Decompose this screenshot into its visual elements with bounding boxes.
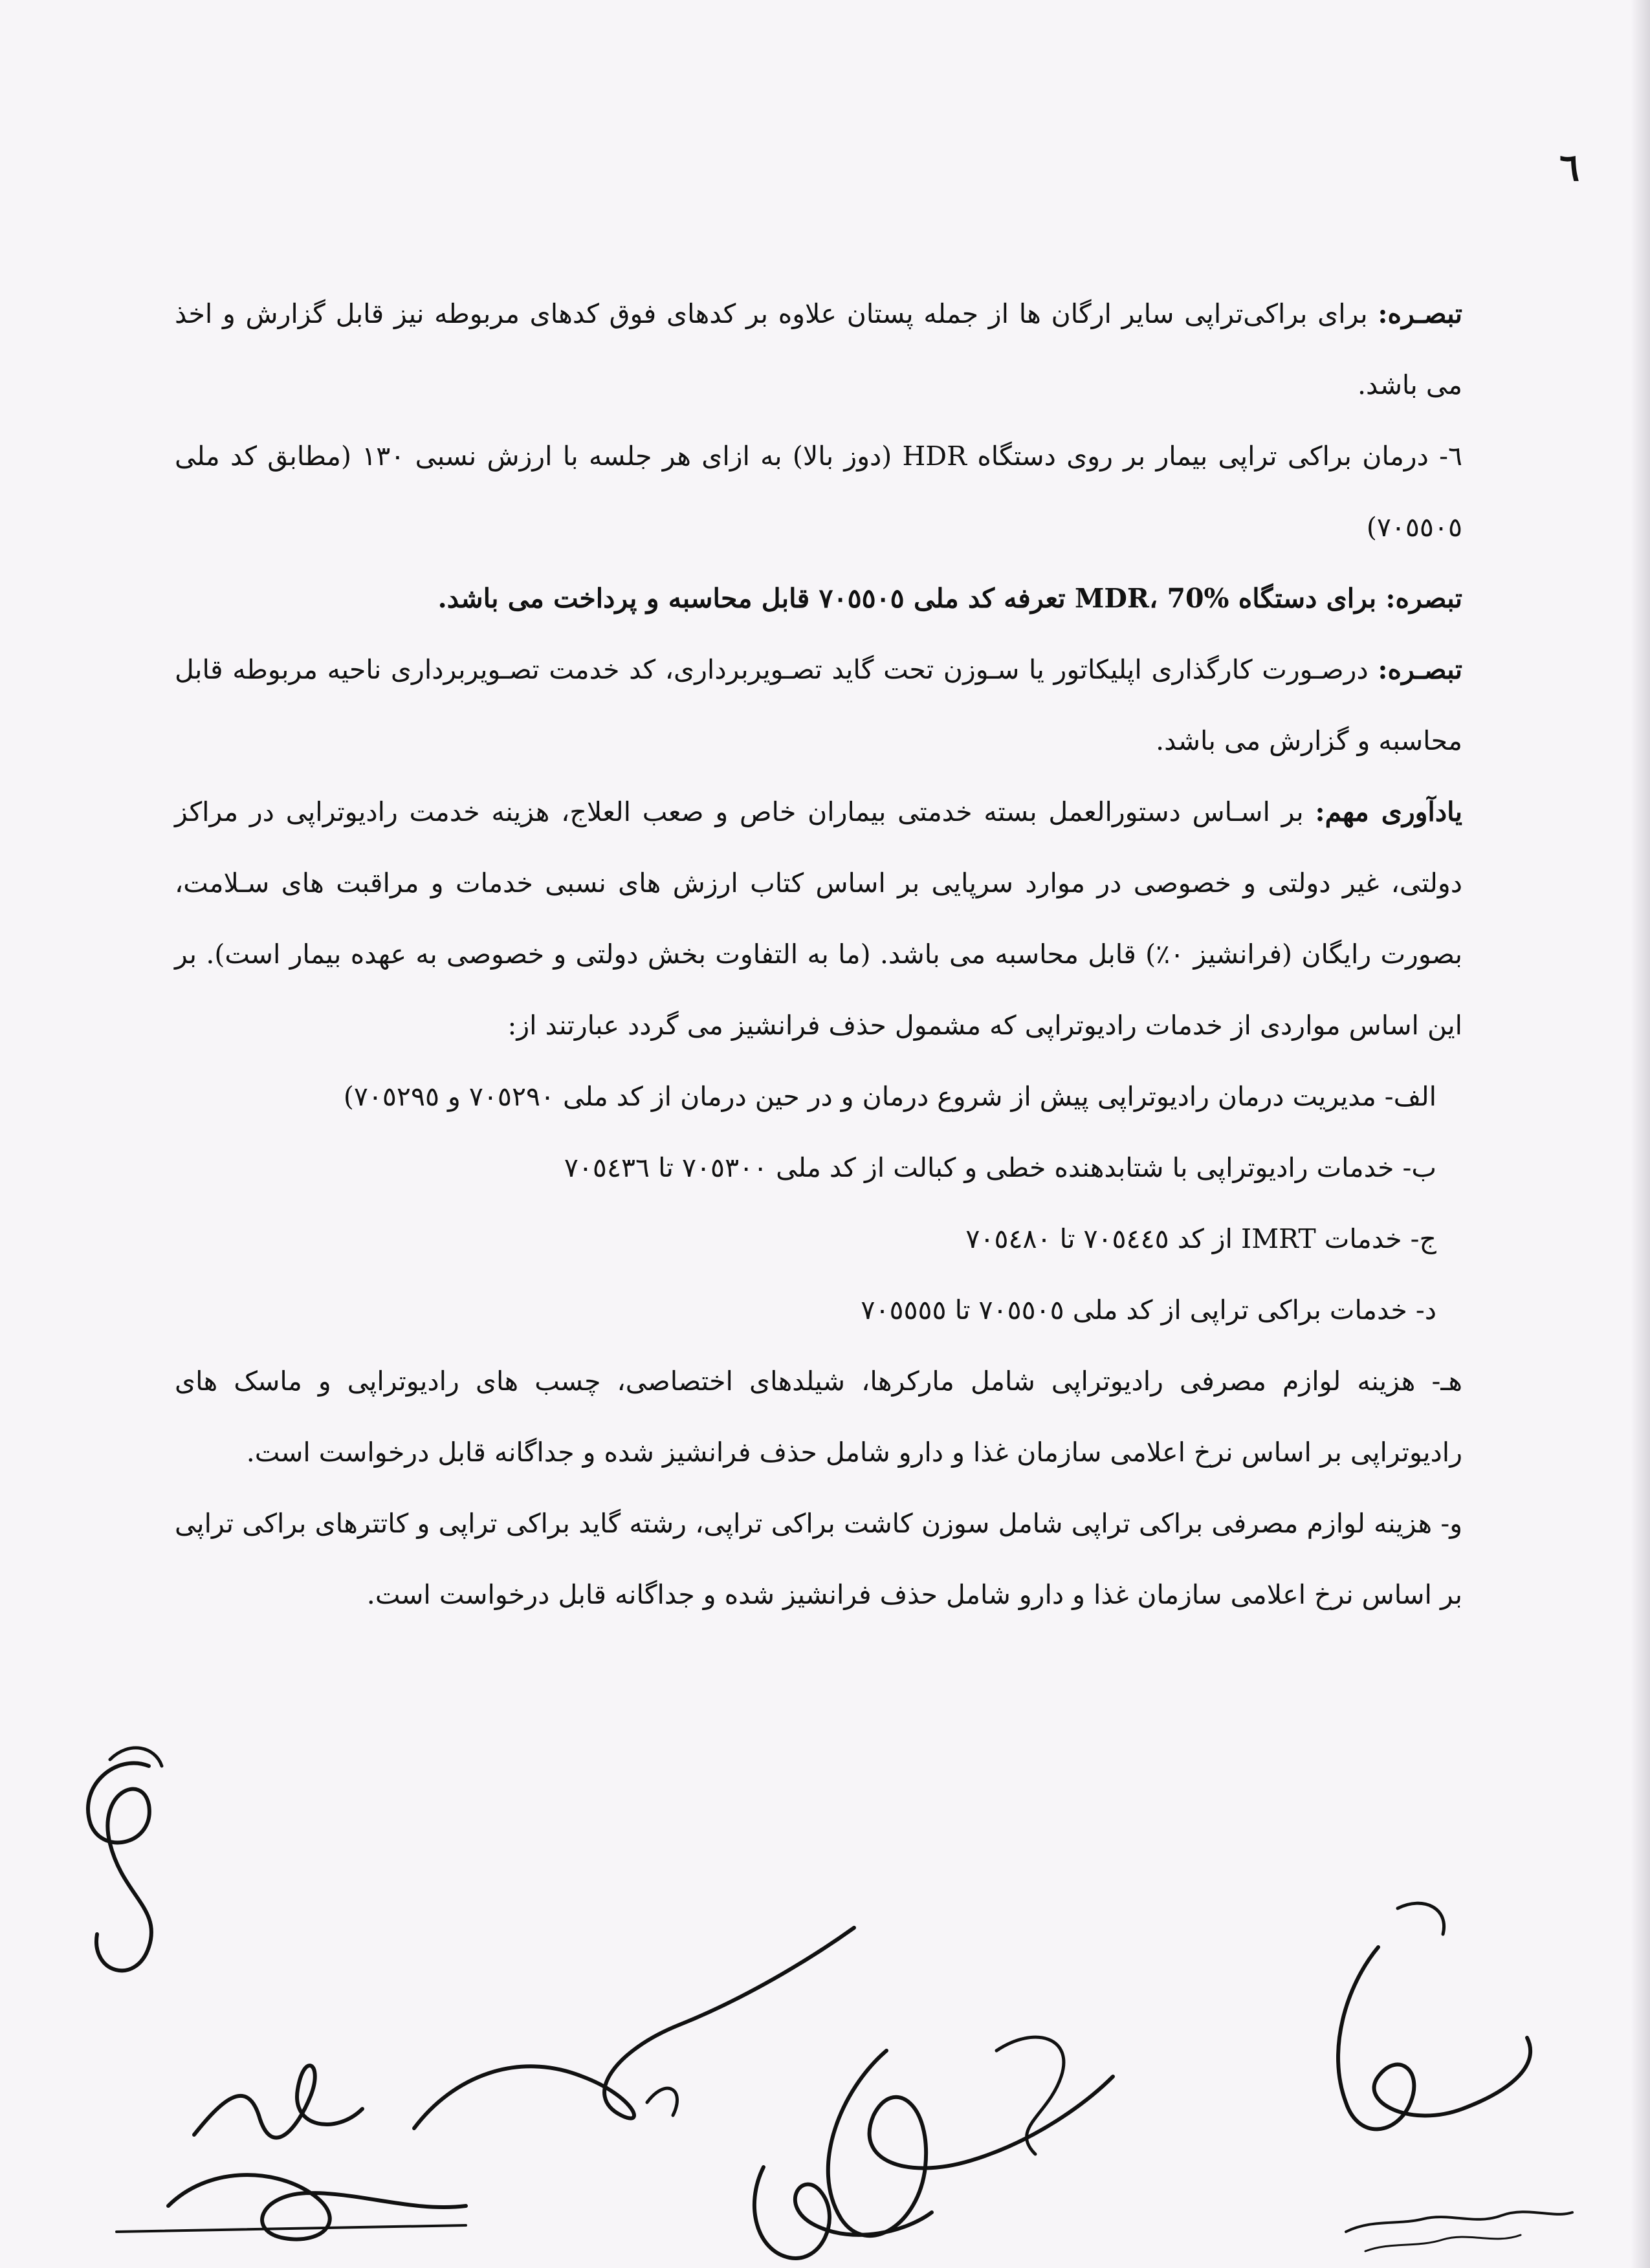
signature-7 (754, 2167, 932, 2258)
reminder-text: بر اسـاس دستورالعمل بسته خدمتی بیماران خاص و صعب العلاج، هزینه خدمت رادیوتراپی در مراکز دولتی، غیر دولتی و خصوصی در موارد سرپایی بر اساس کتاب ارزش های نسبی خدمات و مراقبت های سـلامت، بصورت رایگان (فرانشیز ٠٪) قابل محاسبه می باشد. (ما به التفاوت بخش دولتی و خصوصی به عهده بیمار است). بر این اساس مواردی از خدمات رادیوتراپی که مشمول حذف فرانشیز می گردد عبارتند از: (175, 796, 1463, 1041)
paragraph-he-consumables: هـ- هزینه لوازم مصرفی رادیوتراپی شامل مارکرها، شیلدهای اختصاصی، چسب های رادیوتراپی و ماسک های رادیوتراپی بر اساس نرخ اعلامی سازمان غذا و دارو شامل حذف فرانشیز شده و جداگانه قابل درخواست است. (175, 1366, 1462, 1468)
signature-3 (414, 1928, 854, 2128)
page-number-mark: ٦ (1559, 146, 1580, 190)
note-mdr-device (175, 563, 1462, 634)
list-item-dal: د- خدمات براکی تراپی از کد ملی ٧٠٥٥٠٥ تا ٧٠٥٥٥٥ (861, 1294, 1436, 1325)
reminder-title: یادآوری مهم: (1315, 796, 1462, 827)
signature-4 (828, 2037, 1113, 2236)
note-imaging-guidance (175, 634, 1462, 776)
note-text: درصـورت کارگذاری اپلیکاتور یا سـوزن تحت گاید تصـویربرداری، کد خدمت تصـویربرداری ناحیه مربوطه قابل محاسبه و گزارش می باشد. (175, 654, 1462, 756)
signature-1 (88, 1748, 162, 1970)
note-title: تبصـره: (1378, 298, 1462, 329)
list-item-alef: الف- مدیریت درمان رادیوتراپی پیش از شروع درمان و در حین درمان از کد ملی ٧٠٥٢٩٠ و ٧٠٥٢٩٥) (343, 1081, 1436, 1112)
signature-5 (1338, 1903, 1530, 2129)
list-item-jim: ج- خدمات IMRT از کد ٧٠٥٤٤٥ تا ٧٠٥٤٨٠ (965, 1223, 1436, 1254)
paragraph-vav-brachy-consumables: و- هزینه لوازم مصرفی براکی تراپی شامل سوزن کاشت براکی تراپی، رشته گاید براکی تراپی و کاتترهای براکی تراپی بر اساس نرخ اعلامی سازمان غذا و دارو شامل حذف فرانشیز شده و جداگانه قابل درخواست است. (175, 1508, 1463, 1610)
signature-2 (194, 2066, 362, 2138)
item-6-hdr-brachytherapy (175, 420, 1462, 563)
item-text: ٦- درمان براکی تراپی بیمار بر روی دستگاه HDR (دوز بالا) به ازای هر جلسه با ارزش نسبی ١٣٠ (مطابق کد ملی ٧٠٥٥٠٥) (175, 441, 1463, 543)
note-title: تبصره: (1385, 583, 1462, 614)
document-body (175, 278, 1462, 1630)
note-text: برای دستگاه MDR، 70% تعرفه کد ملی ٧٠٥٥٠٥ قابل محاسبه و پرداخت می باشد. (437, 583, 1386, 614)
important-reminder (175, 776, 1462, 1061)
note-text: برای براکی‌تراپی سایر ارگان ها از جمله پستان علاوه بر کدهای فوق کدهای مربوطه نیز قابل گزارش و اخذ می باشد. (175, 298, 1462, 400)
signature-area (0, 1714, 1650, 2268)
note-title: تبصـره: (1378, 654, 1462, 685)
handwritten-note (1346, 2212, 1572, 2251)
signature-6 (116, 2175, 466, 2239)
list-item-be: ب- خدمات رادیوتراپی با شتابدهنده خطی و کبالت از کد ملی ٧٠٥٣٠٠ تا ٧٠٥٤٣٦ (564, 1152, 1436, 1183)
note-brachy-other-organs (175, 278, 1462, 420)
signatures-drawing (0, 1714, 1650, 2268)
